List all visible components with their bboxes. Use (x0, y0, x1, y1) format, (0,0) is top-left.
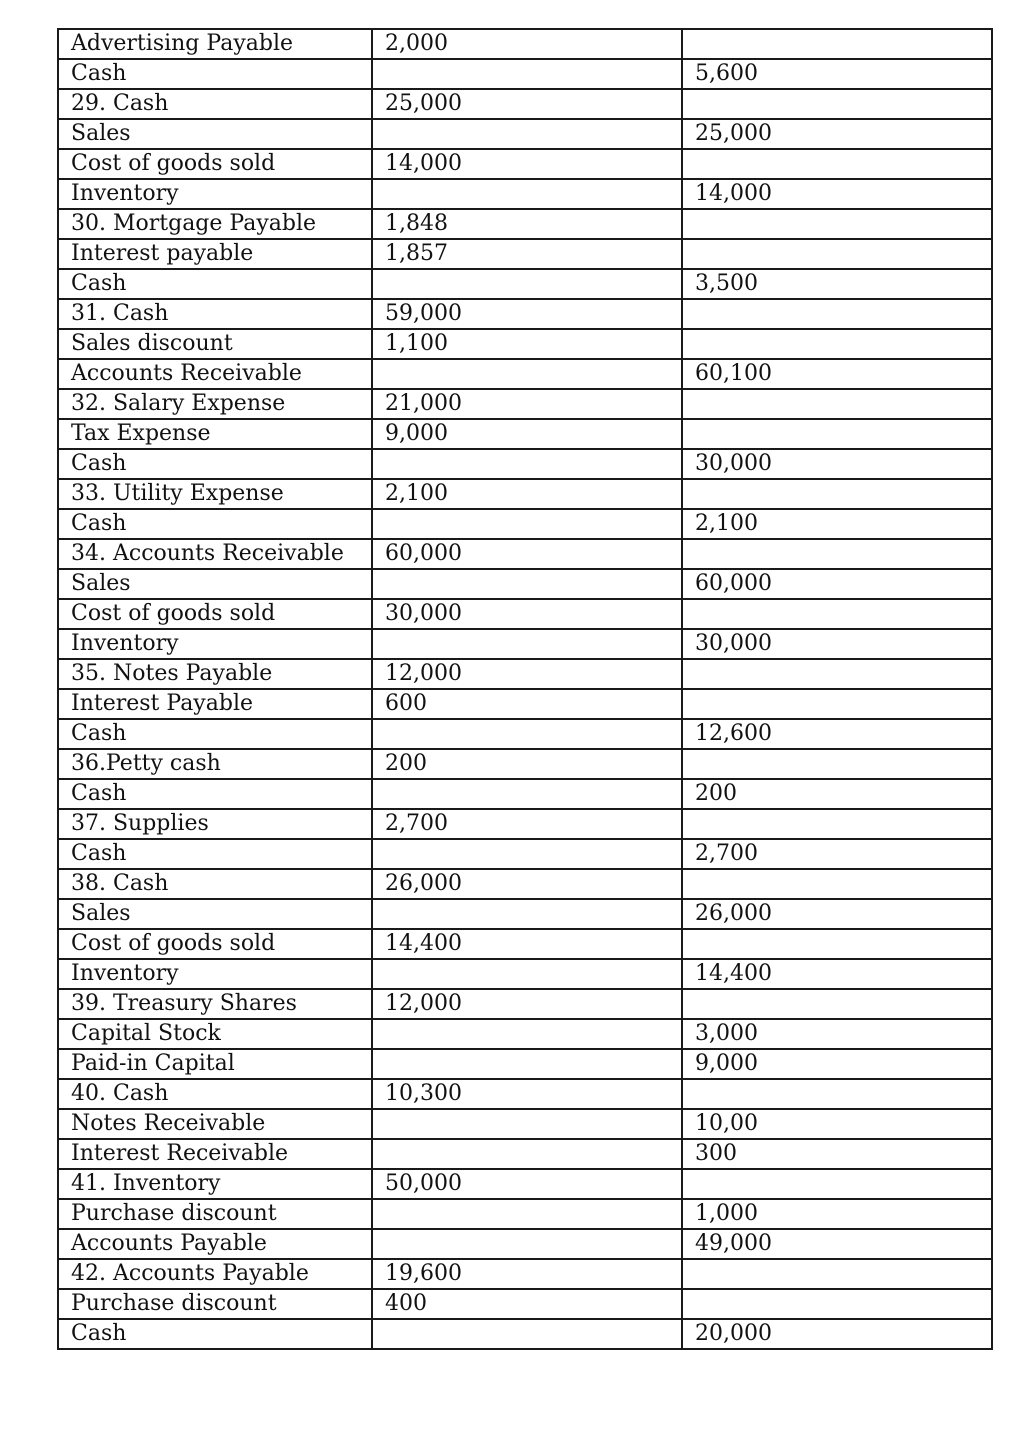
credit-cell (682, 1289, 992, 1319)
credit-cell: 2,700 (682, 839, 992, 869)
table-row (58, 959, 992, 989)
account-cell: Cost of goods sold (58, 929, 372, 959)
table-row (58, 1079, 992, 1109)
credit-cell (682, 749, 992, 779)
debit-cell: 1,848 (372, 209, 682, 239)
credit-cell: 300 (682, 1139, 992, 1169)
debit-cell: 2,100 (372, 479, 682, 509)
account-cell: 31. Cash (58, 299, 372, 329)
account-cell: 34. Accounts Receivable (58, 539, 372, 569)
table-row (58, 1229, 992, 1259)
table-row (58, 899, 992, 929)
table-row (58, 719, 992, 749)
account-cell: Cost of goods sold (58, 149, 372, 179)
debit-cell (372, 719, 682, 749)
account-cell: Cash (58, 269, 372, 299)
account-cell: Sales (58, 119, 372, 149)
debit-cell: 1,100 (372, 329, 682, 359)
table-row (58, 359, 992, 389)
credit-cell (682, 329, 992, 359)
debit-cell: 25,000 (372, 89, 682, 119)
account-cell: Cash (58, 839, 372, 869)
credit-cell: 20,000 (682, 1319, 992, 1349)
credit-cell (682, 149, 992, 179)
table-row (58, 869, 992, 899)
credit-cell: 12,600 (682, 719, 992, 749)
account-cell: Sales discount (58, 329, 372, 359)
credit-cell (682, 689, 992, 719)
account-cell: Accounts Receivable (58, 359, 372, 389)
debit-cell: 21,000 (372, 389, 682, 419)
credit-cell: 26,000 (682, 899, 992, 929)
credit-cell: 2,100 (682, 509, 992, 539)
table-row (58, 389, 992, 419)
debit-cell (372, 449, 682, 479)
debit-cell (372, 119, 682, 149)
credit-cell: 14,400 (682, 959, 992, 989)
table-row (58, 929, 992, 959)
account-cell: 37. Supplies (58, 809, 372, 839)
account-cell: Cash (58, 449, 372, 479)
account-cell: Purchase discount (58, 1289, 372, 1319)
table-row (58, 659, 992, 689)
table-row (58, 299, 992, 329)
credit-cell: 1,000 (682, 1199, 992, 1229)
table-row (58, 209, 992, 239)
credit-cell (682, 929, 992, 959)
table-row (58, 1199, 992, 1229)
debit-cell (372, 1109, 682, 1139)
table-row (58, 989, 992, 1019)
credit-cell: 3,000 (682, 1019, 992, 1049)
table-row (58, 149, 992, 179)
debit-cell (372, 1019, 682, 1049)
debit-cell: 9,000 (372, 419, 682, 449)
account-cell: 41. Inventory (58, 1169, 372, 1199)
account-cell: Accounts Payable (58, 1229, 372, 1259)
debit-cell (372, 179, 682, 209)
credit-cell (682, 1259, 992, 1289)
debit-cell: 12,000 (372, 659, 682, 689)
account-cell: 35. Notes Payable (58, 659, 372, 689)
debit-cell (372, 1319, 682, 1349)
credit-cell: 60,000 (682, 569, 992, 599)
credit-cell: 30,000 (682, 449, 992, 479)
debit-cell: 14,400 (372, 929, 682, 959)
credit-cell (682, 599, 992, 629)
table-row (58, 809, 992, 839)
debit-cell: 1,857 (372, 239, 682, 269)
table-row (58, 839, 992, 869)
account-cell: Cash (58, 509, 372, 539)
table-row (58, 749, 992, 779)
debit-cell (372, 779, 682, 809)
debit-cell: 14,000 (372, 149, 682, 179)
table-row (58, 1259, 992, 1289)
table-row (58, 1049, 992, 1079)
table-row (58, 269, 992, 299)
debit-cell: 10,300 (372, 1079, 682, 1109)
account-cell: 33. Utility Expense (58, 479, 372, 509)
credit-cell: 14,000 (682, 179, 992, 209)
credit-cell: 49,000 (682, 1229, 992, 1259)
account-cell: Cash (58, 1319, 372, 1349)
account-cell: Cash (58, 719, 372, 749)
table-row (58, 419, 992, 449)
debit-cell (372, 509, 682, 539)
credit-cell (682, 89, 992, 119)
account-cell: 32. Salary Expense (58, 389, 372, 419)
account-cell: Paid-in Capital (58, 1049, 372, 1079)
credit-cell (682, 239, 992, 269)
table-row (58, 779, 992, 809)
account-cell: Interest payable (58, 239, 372, 269)
account-cell: 29. Cash (58, 89, 372, 119)
table-row (58, 479, 992, 509)
journal-entries-body (58, 29, 992, 1349)
account-cell: Cash (58, 779, 372, 809)
debit-cell (372, 269, 682, 299)
debit-cell (372, 1199, 682, 1229)
debit-cell (372, 59, 682, 89)
credit-cell: 10,00 (682, 1109, 992, 1139)
credit-cell: 25,000 (682, 119, 992, 149)
debit-cell: 19,600 (372, 1259, 682, 1289)
debit-cell: 12,000 (372, 989, 682, 1019)
table-row (58, 119, 992, 149)
credit-cell (682, 869, 992, 899)
debit-cell: 26,000 (372, 869, 682, 899)
credit-cell (682, 29, 992, 59)
credit-cell (682, 809, 992, 839)
debit-cell: 59,000 (372, 299, 682, 329)
credit-cell: 60,100 (682, 359, 992, 389)
credit-cell (682, 479, 992, 509)
debit-cell (372, 359, 682, 389)
account-cell: Capital Stock (58, 1019, 372, 1049)
credit-cell (682, 1169, 992, 1199)
table-row (58, 29, 992, 59)
table-row (58, 179, 992, 209)
debit-cell (372, 959, 682, 989)
debit-cell (372, 1049, 682, 1079)
table-row (58, 509, 992, 539)
credit-cell (682, 659, 992, 689)
account-cell: Notes Receivable (58, 1109, 372, 1139)
table-row (58, 329, 992, 359)
debit-cell: 30,000 (372, 599, 682, 629)
table-row (58, 1019, 992, 1049)
table-row (58, 599, 992, 629)
journal-entries-table (57, 28, 993, 1350)
account-cell: Sales (58, 899, 372, 929)
debit-cell (372, 1229, 682, 1259)
account-cell: 36.Petty cash (58, 749, 372, 779)
account-cell: Sales (58, 569, 372, 599)
credit-cell (682, 209, 992, 239)
table-row (58, 569, 992, 599)
debit-cell (372, 899, 682, 929)
table-row (58, 629, 992, 659)
credit-cell: 200 (682, 779, 992, 809)
account-cell: 30. Mortgage Payable (58, 209, 372, 239)
account-cell: Inventory (58, 629, 372, 659)
account-cell: Purchase discount (58, 1199, 372, 1229)
debit-cell: 2,700 (372, 809, 682, 839)
credit-cell (682, 1079, 992, 1109)
table-row (58, 1319, 992, 1349)
table-row (58, 239, 992, 269)
table-row (58, 89, 992, 119)
debit-cell (372, 569, 682, 599)
table-row (58, 59, 992, 89)
account-cell: 38. Cash (58, 869, 372, 899)
account-cell: 39. Treasury Shares (58, 989, 372, 1019)
table-row (58, 539, 992, 569)
table-row (58, 689, 992, 719)
table-row (58, 1109, 992, 1139)
credit-cell (682, 419, 992, 449)
account-cell: 40. Cash (58, 1079, 372, 1109)
credit-cell (682, 539, 992, 569)
table-row (58, 1139, 992, 1169)
debit-cell: 60,000 (372, 539, 682, 569)
credit-cell (682, 389, 992, 419)
debit-cell (372, 839, 682, 869)
account-cell: 42. Accounts Payable (58, 1259, 372, 1289)
debit-cell: 200 (372, 749, 682, 779)
credit-cell (682, 299, 992, 329)
account-cell: Interest Receivable (58, 1139, 372, 1169)
debit-cell (372, 629, 682, 659)
debit-cell: 600 (372, 689, 682, 719)
credit-cell: 9,000 (682, 1049, 992, 1079)
table-row (58, 449, 992, 479)
account-cell: Advertising Payable (58, 29, 372, 59)
credit-cell (682, 989, 992, 1019)
debit-cell (372, 1139, 682, 1169)
account-cell: Cost of goods sold (58, 599, 372, 629)
account-cell: Tax Expense (58, 419, 372, 449)
table-row (58, 1169, 992, 1199)
account-cell: Cash (58, 59, 372, 89)
debit-cell: 2,000 (372, 29, 682, 59)
account-cell: Interest Payable (58, 689, 372, 719)
debit-cell: 50,000 (372, 1169, 682, 1199)
account-cell: Inventory (58, 179, 372, 209)
debit-cell: 400 (372, 1289, 682, 1319)
credit-cell: 3,500 (682, 269, 992, 299)
table-row (58, 1289, 992, 1319)
credit-cell: 5,600 (682, 59, 992, 89)
account-cell: Inventory (58, 959, 372, 989)
credit-cell: 30,000 (682, 629, 992, 659)
